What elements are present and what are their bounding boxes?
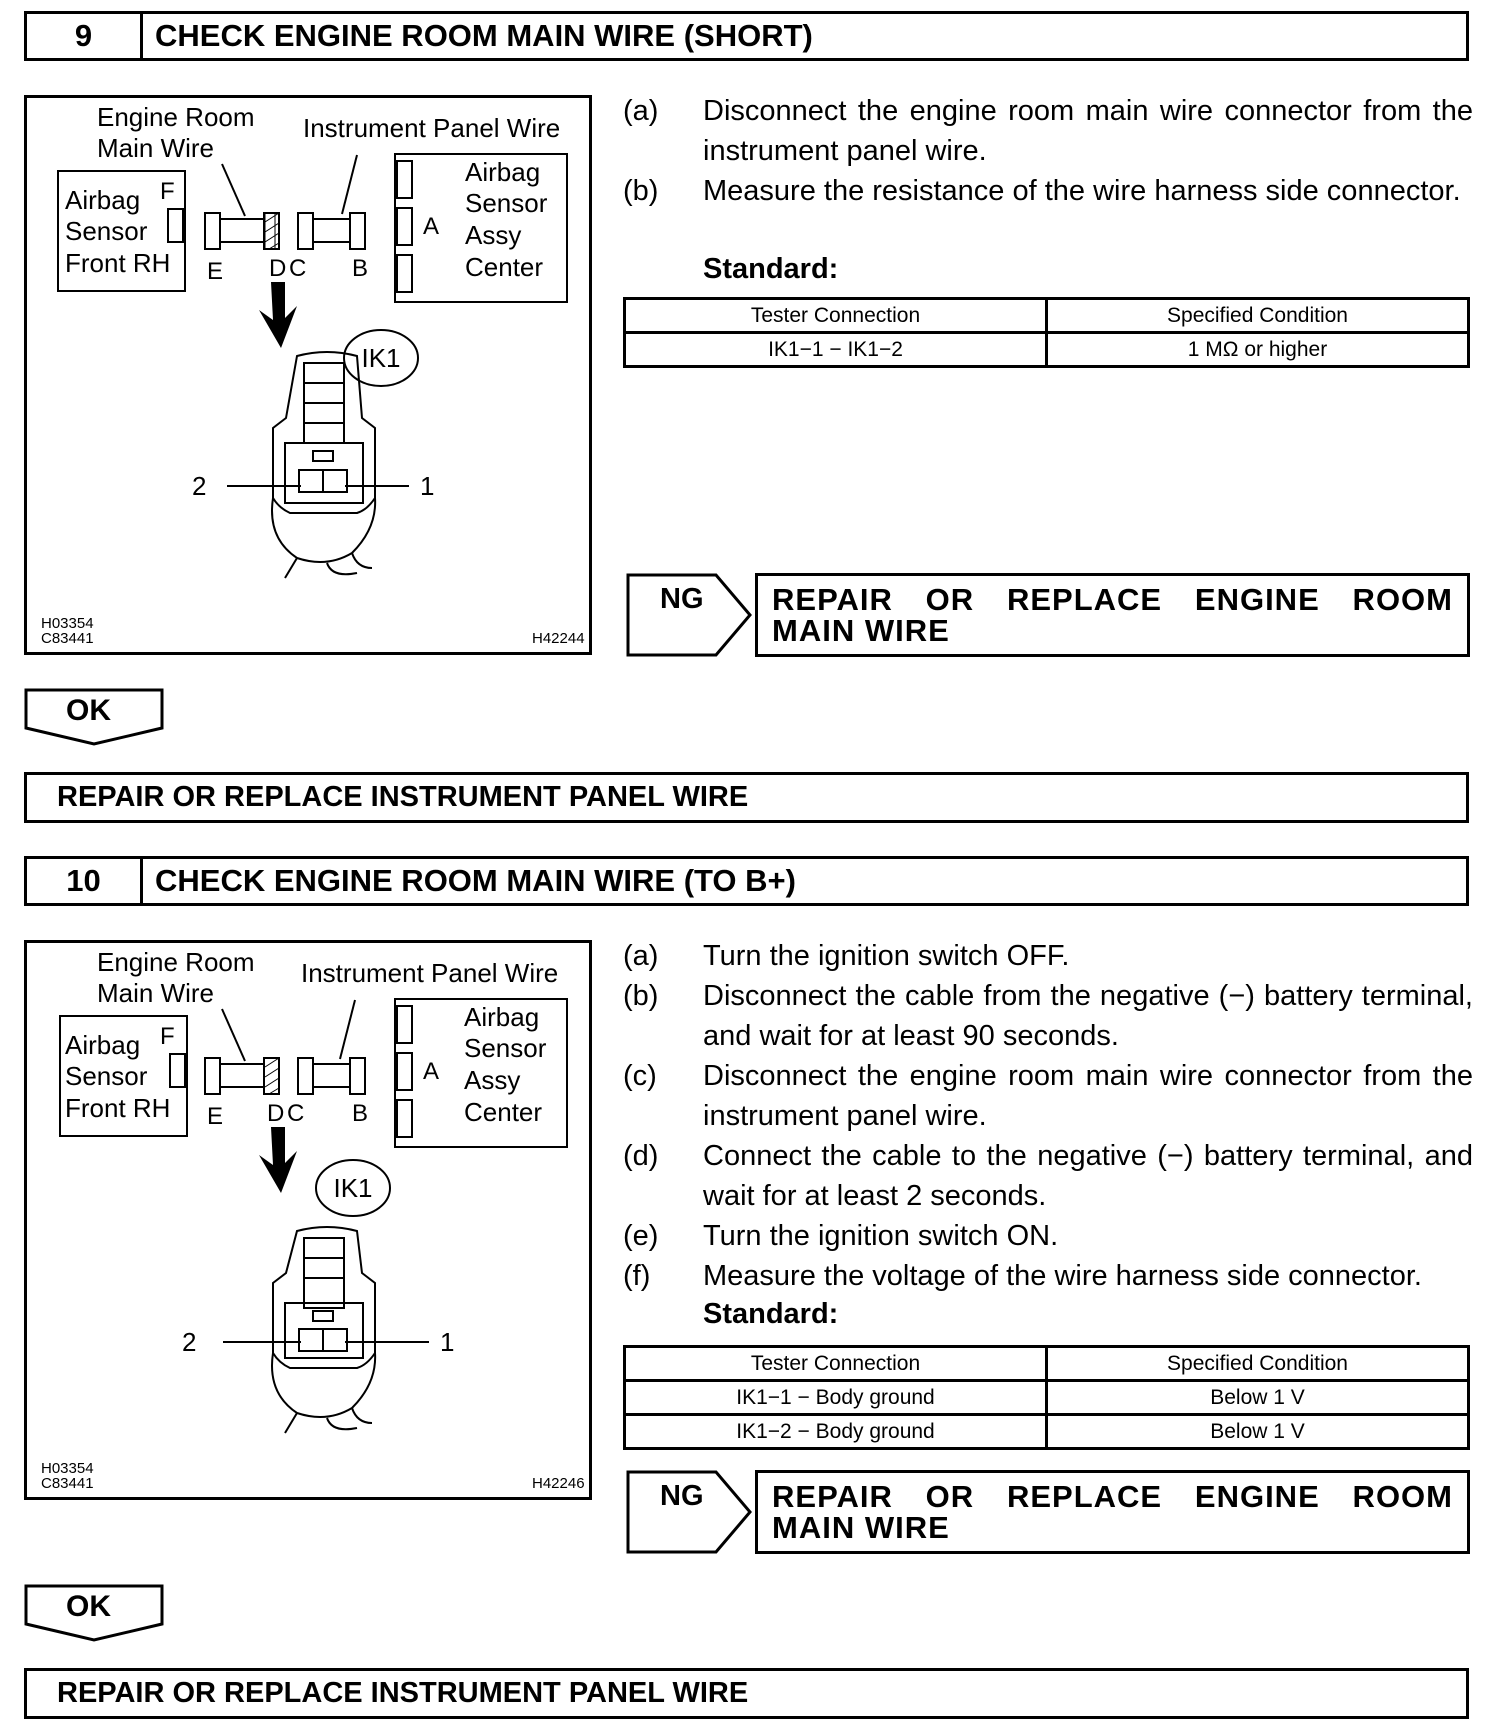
step-number: 9 [27, 14, 143, 58]
letter-f: F [160, 1023, 175, 1050]
label-airbag-center-3: Assy [465, 220, 522, 250]
label-airbag-front-3: Front RH [65, 1093, 171, 1123]
letter-d: D [269, 255, 287, 282]
ng-action-box: REPAIR OR REPLACE ENGINE ROOM MAIN WIRE [755, 573, 1470, 657]
label-instrument-panel: Instrument Panel Wire [301, 958, 559, 988]
instruction-label: (d) [623, 1140, 659, 1172]
spec-table [623, 1345, 1470, 1450]
letter-c: C [289, 255, 307, 282]
standard-label: Standard: [703, 253, 839, 285]
instruction-text: Measure the voltage of the wire harness side connector. [703, 1260, 1422, 1292]
instruction-label: (a) [623, 95, 659, 127]
letter-a: A [423, 213, 440, 240]
step-10-header [24, 856, 1469, 906]
instruction-text: Turn the ignition switch OFF. [703, 940, 1070, 972]
letter-e: E [207, 258, 224, 285]
table-cell: Below 1 V [1047, 1381, 1469, 1415]
label-engine-room-2: Main Wire [97, 133, 215, 163]
letter-b: B [352, 255, 369, 282]
table-cell: IK1−1 − Body ground [625, 1381, 1047, 1415]
table-header: Tester Connection [625, 299, 1047, 333]
label-engine-room-2: Main Wire [97, 978, 215, 1008]
arrow-down-icon [259, 282, 297, 348]
pin-1-label: 1 [420, 471, 435, 501]
pin-2-label: 2 [182, 1327, 197, 1357]
letter-c: C [287, 1100, 305, 1127]
instruction-text: Disconnect the engine room main wire connector from the instrument panel wire. [703, 1060, 1473, 1132]
letter-f: F [160, 178, 175, 205]
figure-code-2: C83441 [41, 1475, 94, 1492]
label-airbag-center-1: Airbag [465, 157, 541, 187]
label-airbag-front-1: Airbag [65, 1030, 141, 1060]
pin-2-label: 2 [192, 471, 207, 501]
figure-code-1: H03354 [41, 1460, 94, 1477]
figure-code-right: H42246 [532, 1475, 585, 1492]
ng-label: NG [660, 1480, 704, 1512]
instruction-label: (f) [623, 1260, 651, 1292]
ok-label: OK [66, 1590, 111, 1623]
label-airbag-center-4: Center [465, 252, 544, 282]
connector-diagram [27, 943, 589, 1497]
table-cell: IK1−2 − Body ground [625, 1415, 1047, 1449]
table-header: Tester Connection [625, 1347, 1047, 1381]
instruction-label: (e) [623, 1220, 659, 1252]
label-instrument-panel: Instrument Panel Wire [303, 113, 561, 143]
instruction-text: Disconnect the cable from the negative (−) battery terminal, and wait for at least 90 seconds. [703, 980, 1473, 1052]
connector-icon [272, 1227, 375, 1433]
step-title: CHECK ENGINE ROOM MAIN WIRE (TO B+) [155, 863, 796, 898]
step-10-figure [24, 940, 592, 1500]
table-cell: IK1−1 − IK1−2 [625, 333, 1047, 367]
instruction-label: (c) [623, 1060, 657, 1092]
table-row [625, 1381, 1469, 1415]
label-airbag-front-2: Sensor [65, 216, 148, 246]
step-number: 10 [27, 859, 143, 903]
label-engine-room-1: Engine Room [97, 102, 255, 132]
connector-label: IK1 [333, 1173, 373, 1203]
letter-e: E [207, 1103, 224, 1130]
instruction-label: (a) [623, 940, 659, 972]
table-header-row [625, 1347, 1469, 1381]
instruction-label: (b) [623, 175, 659, 207]
label-airbag-center-3: Assy [464, 1065, 521, 1095]
label-airbag-front-2: Sensor [65, 1061, 148, 1091]
ng-label: NG [660, 583, 704, 615]
table-header: Specified Condition [1047, 299, 1469, 333]
step-9-figure [24, 95, 592, 655]
letter-b: B [352, 1100, 369, 1127]
label-engine-room-1: Engine Room [97, 947, 255, 977]
step-title: CHECK ENGINE ROOM MAIN WIRE (SHORT) [155, 18, 813, 53]
table-cell: Below 1 V [1047, 1415, 1469, 1449]
arrow-down-icon [259, 1127, 297, 1193]
connector-diagram [27, 98, 589, 652]
instruction-text: Measure the resistance of the wire harness side connector. [703, 175, 1461, 207]
label-airbag-center-2: Sensor [465, 188, 548, 218]
table-cell: 1 MΩ or higher [1047, 333, 1469, 367]
table-header-row [625, 299, 1469, 333]
figure-code-1: H03354 [41, 615, 94, 632]
connector-icon [272, 352, 375, 578]
spec-table [623, 297, 1470, 368]
label-airbag-front-1: Airbag [65, 185, 141, 215]
pin-1-label: 1 [440, 1327, 455, 1357]
figure-code-2: C83441 [41, 630, 94, 647]
label-airbag-center-1: Airbag [464, 1002, 540, 1032]
instruction-label: (b) [623, 980, 659, 1012]
instruction-text: Disconnect the engine room main wire connector from the instrument panel wire. [703, 95, 1473, 167]
step-9-header [24, 11, 1469, 61]
table-row [625, 333, 1469, 367]
instruction-text: Turn the ignition switch ON. [703, 1220, 1059, 1252]
ok-action-box: REPAIR OR REPLACE INSTRUMENT PANEL WIRE [24, 772, 1469, 823]
figure-code-right: H42244 [532, 630, 585, 647]
table-header: Specified Condition [1047, 1347, 1469, 1381]
label-airbag-center-2: Sensor [464, 1033, 547, 1063]
letter-a: A [423, 1058, 440, 1085]
ng-action-box: REPAIR OR REPLACE ENGINE ROOM MAIN WIRE [755, 1470, 1470, 1554]
letter-d: D [267, 1100, 285, 1127]
instruction-text: Connect the cable to the negative (−) battery terminal, and wait for at least 2 seconds. [703, 1140, 1473, 1212]
standard-label: Standard: [703, 1298, 839, 1330]
ok-action-box: REPAIR OR REPLACE INSTRUMENT PANEL WIRE [24, 1668, 1469, 1719]
label-airbag-center-4: Center [464, 1097, 543, 1127]
connector-label: IK1 [361, 343, 401, 373]
label-airbag-front-3: Front RH [65, 248, 171, 278]
table-row [625, 1415, 1469, 1449]
ok-label: OK [66, 694, 111, 727]
